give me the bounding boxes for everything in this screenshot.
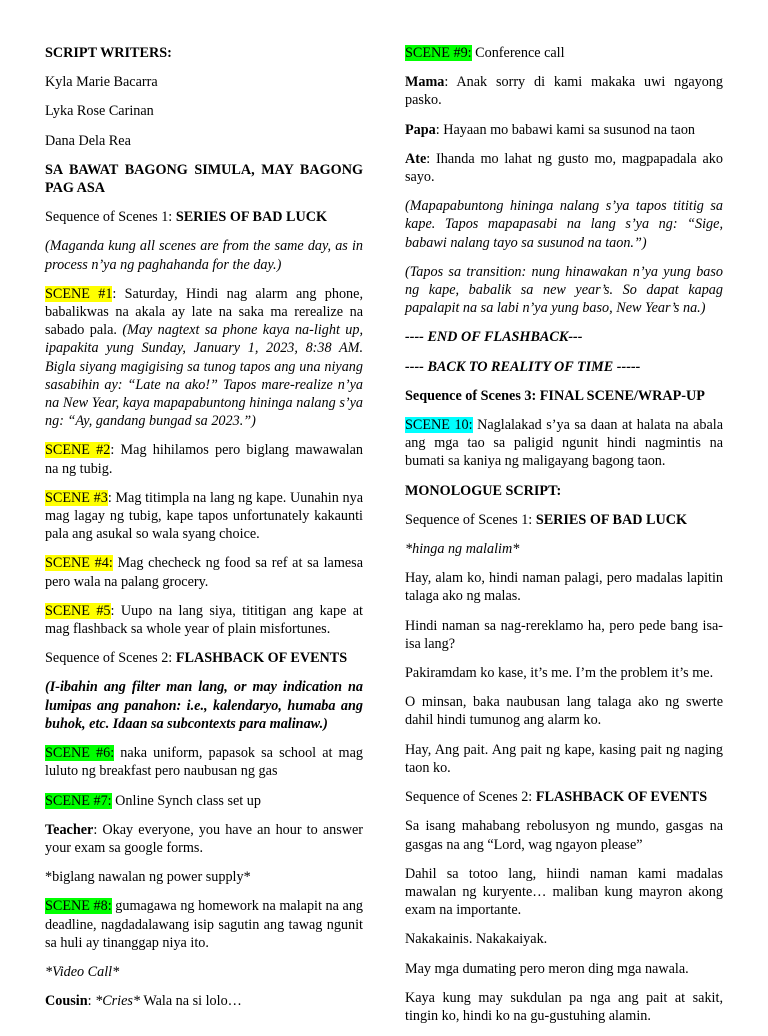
scene-tag: SCENE #9: bbox=[405, 45, 472, 61]
scene-tag: SCENE #8: bbox=[45, 898, 112, 915]
monologue-line: Hay, Ang pait. Ang pait ng kape, kasing pait ng naging taon ko. bbox=[405, 741, 723, 776]
stage-direction: *biglang nawalan ng power supply* bbox=[45, 869, 251, 886]
scene-tag: SCENE #3 bbox=[45, 489, 108, 506]
sequence-heading bbox=[45, 649, 363, 667]
scene-paragraph bbox=[45, 897, 363, 952]
direction-note: (Mapapabuntong hininga nalang s’ya tapos tititig sa kape. Tapos mapapasabi na lang s’ya ng: “Sige, babawi nalang tayo sa susunod na taon.”) bbox=[405, 198, 723, 251]
monologue-line: Hindi naman sa nag-rereklamo ha, pero pede bang isa-isa lang? bbox=[405, 617, 723, 652]
scene-text: Conference call bbox=[471, 45, 565, 61]
scene-text: : Saturday, Hindi nag alarm ang phone, babalikwas na akala ay late na saka ma rerealize na sabado pala. bbox=[45, 285, 363, 339]
flashback-marker: ---- END OF FLASHBACK--- bbox=[405, 329, 583, 346]
dialogue-line bbox=[405, 150, 723, 186]
scene-paragraph bbox=[45, 744, 363, 780]
scene-tag: SCENE #7: bbox=[45, 792, 112, 809]
scene-text: gumagawa ng homework na malapit na ang deadline, nagdadalawang isip sagutin ang tawag ngunit sa huli ay tinanggap niya ito. bbox=[45, 898, 364, 951]
monologue-line: Dahil sa totoo lang, hiindi naman kami madalas mawalan ng kuryente… maliban kung mayron akong exam na importante. bbox=[405, 865, 723, 919]
monologue-line: Pakiramdam ko kase, it’s me. I’m the problem it’s me. bbox=[405, 665, 714, 682]
speaker-label: Ate bbox=[405, 150, 427, 167]
dialogue-text: Wala na si lolo… bbox=[140, 993, 242, 1010]
writer-name: Lyka Rose Carinan bbox=[45, 103, 154, 120]
direction-note: (May nagtext sa phone kaya na-light up, ipapakita yung Sunday, January 1, 2023, 8:38 AM. Bigla siyang magigising sa tunog tapos ang una niyang sasabihin ay: “Late na ako!” Tapos mare-realize n’ya na New Year, kaya mapapabuntong hininga nalang s’ya ng: “Ay, gandang bungad sa 2023.”) bbox=[45, 322, 363, 430]
stage-direction: *Cries* bbox=[95, 993, 141, 1010]
left-column bbox=[45, 44, 363, 1021]
scene-tag: SCENE #6: bbox=[45, 745, 115, 762]
scene-paragraph bbox=[45, 792, 363, 810]
scene-paragraph bbox=[405, 416, 723, 471]
sequence-prefix: Sequence of Scenes 1: bbox=[45, 209, 176, 226]
scene-text: Naglalakad s’ya sa daan at halata na abala ang mga tao sa paligid ngunit hindi nagmintis na bumati sa kaniya ng maligayang bagong taon. bbox=[405, 417, 724, 470]
scene-tag: SCENE #5 bbox=[45, 602, 111, 619]
dialogue-text: : Okay everyone, you have an hour to answer your exam sa google forms. bbox=[45, 821, 363, 856]
scene-text: : Mag titimpla na lang ng kape. Uunahin nya mag lagay ng tubig, kape tapos unfortunately kakaunti pala ang asukal so wala syang choice. bbox=[45, 489, 364, 543]
sequence-prefix: Sequence of Scenes 1: bbox=[405, 511, 536, 528]
scene-tag: SCENE #4: bbox=[45, 555, 113, 572]
monologue-heading: MONOLOGUE SCRIPT: bbox=[405, 482, 562, 499]
dialogue-line bbox=[45, 992, 363, 1010]
direction-note: (I-ibahin ang filter man lang, or may indication na lumipas ang panahon: i.e., kalendaryo, humaba ang buhok, etc. Idaan sa subcontexts para malinaw.) bbox=[45, 679, 363, 732]
scene-tag: SCENE 10: bbox=[405, 417, 473, 434]
dialogue-line bbox=[405, 121, 723, 139]
scene-text: naka uniform, papasok sa school at mag luluto ng breakfast pero naubusan ng gas bbox=[45, 745, 363, 780]
monologue-line: Kaya kung may sukdulan pa nga ang pait at sakit, tingin ko, hindi ko na gu-gustuhing alamin. bbox=[405, 989, 723, 1024]
dialogue-line bbox=[45, 821, 363, 857]
dialogue-text: : Hayaan mo babawi kami sa susunod na taon bbox=[435, 121, 696, 138]
dialogue-separator: : bbox=[87, 993, 96, 1010]
writer-name: Dana Dela Rea bbox=[45, 132, 131, 149]
scene-tag: SCENE #1 bbox=[45, 285, 113, 302]
right-column bbox=[405, 44, 723, 1036]
scene-paragraph bbox=[405, 44, 723, 62]
speaker-label: Mama bbox=[405, 74, 445, 91]
sequence-heading bbox=[45, 208, 363, 226]
speaker-label: Teacher bbox=[45, 821, 94, 838]
scene-paragraph bbox=[45, 554, 363, 590]
direction-note: (Tapos sa transition: nung hinawakan n’ya yung baso ng kape, babalik sa new year’s. So dapat kapag papalapit na sa labi n’ya yung baso, New Year’s na.) bbox=[405, 263, 723, 317]
dialogue-text: : Ihanda mo lahat ng gusto mo, magpapadala ako sayo. bbox=[405, 150, 723, 186]
sequence-heading: Sequence of Scenes 3: FINAL SCENE/WRAP-UP bbox=[405, 387, 705, 404]
sequence-name: FLASHBACK OF EVENTS bbox=[535, 789, 708, 806]
scene-paragraph bbox=[45, 441, 363, 477]
sequence-name: SERIES OF BAD LUCK bbox=[175, 209, 328, 226]
stage-direction: *hinga ng malalim* bbox=[405, 541, 520, 558]
scene-paragraph bbox=[45, 602, 363, 638]
scene-tag: SCENE #2 bbox=[45, 442, 111, 459]
sequence-name: FLASHBACK OF EVENTS bbox=[175, 650, 348, 667]
direction-note: (Maganda kung all scenes are from the same day, as in process n’ya ng paghahanda for the day.) bbox=[45, 238, 363, 273]
sequence-prefix: Sequence of Scenes 2: bbox=[405, 789, 536, 806]
dialogue-text: : Anak sorry di kami makaka uwi ngayong pasko. bbox=[405, 74, 723, 109]
monologue-line: Hay, alam ko, hindi naman palagi, pero madalas lapitin talaga ako ng malas. bbox=[405, 570, 723, 605]
writer-name: Kyla Marie Bacarra bbox=[45, 74, 158, 91]
monologue-line: O minsan, baka naubusan lang talaga ako ng swerte dahil hindi tumunog ang alarm ko. bbox=[405, 694, 723, 729]
scene-paragraph bbox=[45, 489, 363, 544]
monologue-line: Nakakainis. Nakakaiyak. bbox=[405, 931, 548, 948]
sequence-heading bbox=[405, 788, 723, 806]
scene-paragraph bbox=[45, 285, 363, 431]
scene-text: : Mag hihilamos pero biglang mawawalan na ng tubig. bbox=[45, 442, 363, 477]
stage-direction: *Video Call* bbox=[45, 963, 120, 980]
monologue-line: Sa isang mahabang rebolusyon ng mundo, gasgas na gasgas na ang “Lord, wag ngayon please” bbox=[405, 818, 723, 853]
sequence-name: SERIES OF BAD LUCK bbox=[535, 511, 688, 528]
scene-text: : Uupo na lang siya, tititigan ang kape at mag flashback sa whole year of plain misfortunes. bbox=[45, 602, 363, 638]
scene-text: Mag checheck ng food sa ref at sa lamesa pero wala na palang grocery. bbox=[45, 555, 364, 590]
monologue-line: May mga dumating pero meron ding mga nawala. bbox=[405, 960, 689, 977]
sequence-prefix: Sequence of Scenes 2: bbox=[45, 650, 176, 667]
writers-heading: SCRIPT WRITERS: bbox=[45, 45, 172, 61]
flashback-marker: ---- BACK TO REALITY OF TIME ----- bbox=[405, 358, 641, 375]
script-title: SA BAWAT BAGONG SIMULA, MAY BAGONG PAG ASA bbox=[45, 161, 363, 197]
speaker-label: Cousin bbox=[45, 993, 88, 1010]
dialogue-line bbox=[405, 73, 723, 109]
sequence-heading bbox=[405, 511, 723, 529]
scene-text: Online Synch class set up bbox=[111, 792, 261, 809]
speaker-label: Papa bbox=[405, 121, 436, 138]
